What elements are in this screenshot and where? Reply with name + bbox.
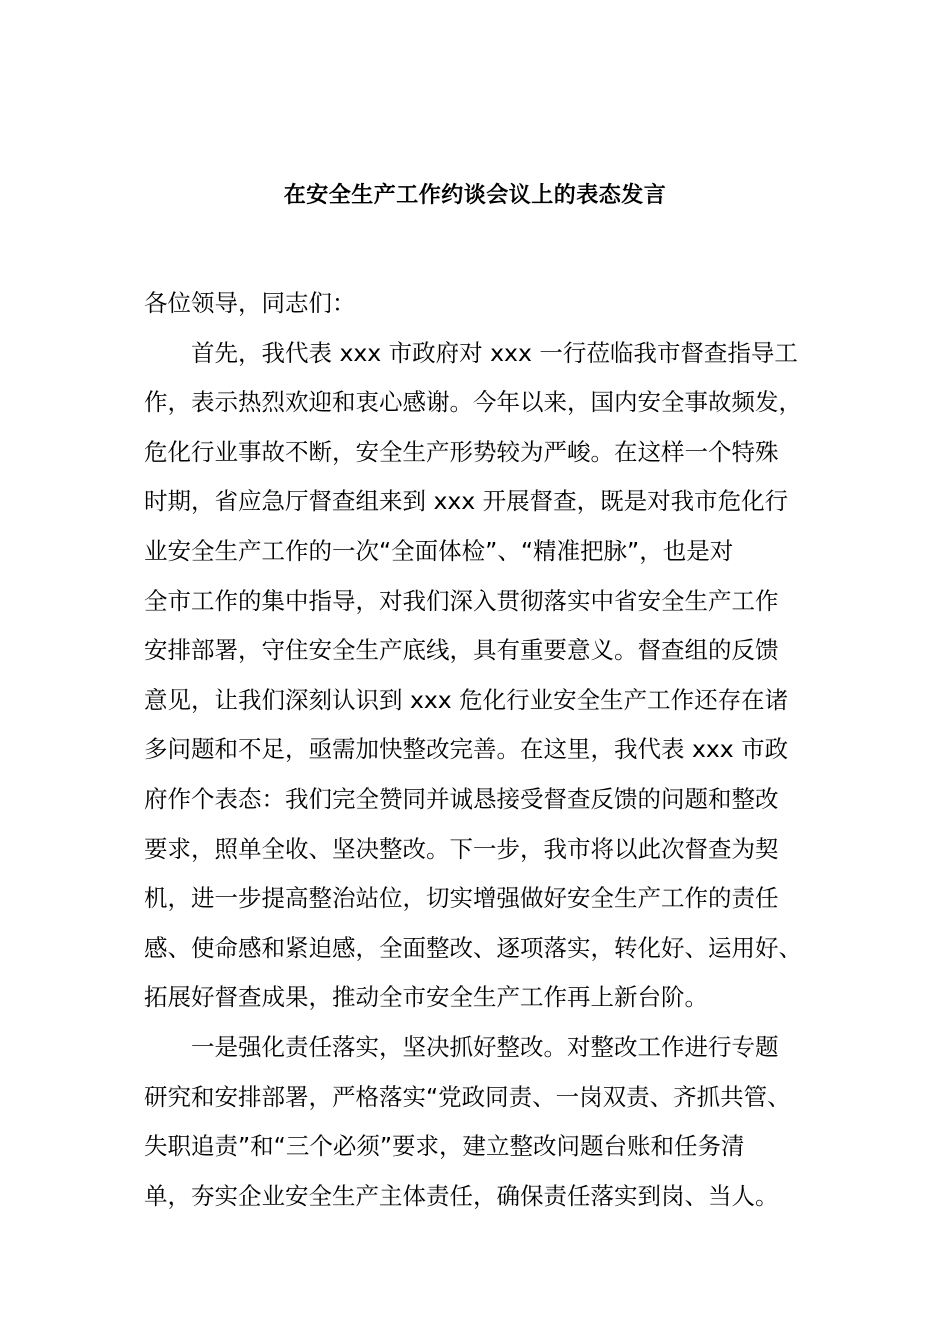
paragraph-line: 时期，省应急厅督查组来到 xxx 开展督查，既是对我市危化行	[144, 487, 789, 516]
paragraph-line: 安排部署，守住安全生产底线，具有重要意义。督查组的反馈	[144, 636, 779, 665]
paragraph-line: 业安全生产工作的一次“全面体检”、“精准把脉”，也是对	[144, 536, 734, 565]
paragraph-line: 多问题和不足，亟需加快整改完善。在这里，我代表 xxx 市政	[144, 735, 789, 764]
paragraph-line: 失职追责”和“三个必须”要求，建立整改问题台账和任务清	[144, 1132, 745, 1161]
paragraph-line: 机，进一步提高整治站位，切实增强做好安全生产工作的责任	[144, 884, 779, 913]
paragraph-line: 首先，我代表 xxx 市政府对 xxx 一行莅临我市督查指导工	[191, 338, 798, 367]
paragraph-line: 一是强化责任落实，坚决抓好整改。对整改工作进行专题	[191, 1032, 779, 1061]
paragraph-line: 危化行业事故不断，安全生产形势较为严峻。在这样一个特殊	[144, 437, 779, 466]
paragraph-line: 意见，让我们深刻认识到 xxx 危化行业安全生产工作还存在诸	[144, 685, 789, 714]
paragraph-line: 单，夯实企业安全生产主体责任，确保责任落实到岗、当人。	[144, 1181, 779, 1210]
document-body	[144, 279, 816, 1221]
paragraph-line: 拓展好督查成果，推动全市安全生产工作再上新台阶。	[144, 983, 708, 1012]
paragraph-line: 作，表示热烈欢迎和衷心感谢。今年以来，国内安全事故频发，	[144, 388, 802, 417]
paragraph-2	[144, 1023, 816, 1221]
paragraph-line: 府作个表态：我们完全赞同并诚恳接受督查反馈的问题和整改	[144, 784, 779, 813]
paragraph-line: 要求，照单全收、坚决整改。下一步，我市将以此次督查为契	[144, 834, 779, 863]
greeting: 各位领导，同志们：	[144, 289, 356, 317]
document-title: 在安全生产工作约谈会议上的表态发言	[283, 183, 667, 208]
paragraph-line: 研究和安排部署，严格落实“党政同责、一岗双责、齐抓共管、	[144, 1082, 791, 1111]
paragraph-line: 全市工作的集中指导，对我们深入贯彻落实中省安全生产工作	[144, 586, 779, 615]
paragraph-1	[144, 329, 816, 1023]
paragraph-line: 感、使命感和紧迫感，全面整改、逐项落实，转化好、运用好、	[144, 933, 802, 962]
